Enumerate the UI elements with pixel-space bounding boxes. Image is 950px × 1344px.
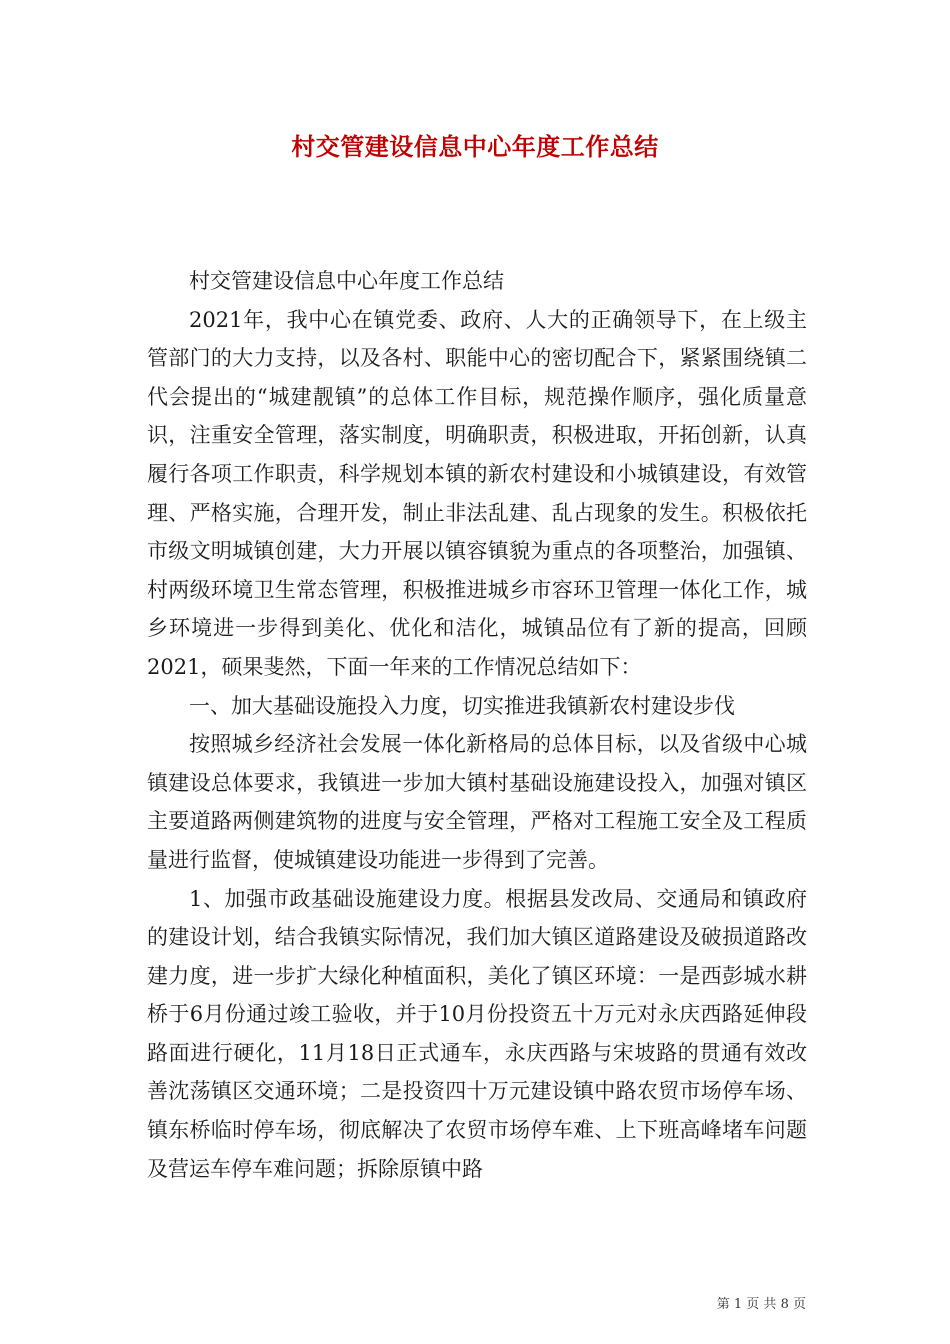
- section-1-paragraph: 按照城乡经济社会发展一体化新格局的总体目标，以及省级中心城镇建设总体要求，我镇进一步加大镇村基础设施建设投入，加强对镇区主要道路两侧建筑物的进度与安全管理，严格对工程施工安全及工程质量进行监督，使城镇建设功能进一步得到了完善。: [147, 732, 807, 872]
- page-number: [717, 1293, 806, 1312]
- page-label-prefix: 第: [716, 1297, 730, 1312]
- body-heading: 村交管建设信息中心年度工作总结: [189, 269, 504, 293]
- page-label-suffix: 页: [792, 1297, 806, 1312]
- document-body: [147, 262, 807, 1188]
- page-title: 村交管建设信息中心年度工作总结: [291, 132, 659, 161]
- current-page: 1: [733, 1297, 743, 1312]
- intro-paragraph: 2021年，我中心在镇党委、政府、人大的正确领导下，在上级主管部门的大力支持，以及各村、职能中心的密切配合下，紧紧围绕镇二代会提出的“城建靓镇”的总体工作目标，规范操作顺序，强化质量意识，注重安全管理，落实制度，明确职责，积极进取，开拓创新，认真履行各项工作职责，科学规划本镇的新农村建设和小城镇建设，有效管理、严格实施，合理开发，制止非法乱建、乱占现象的发生。积极依托市级文明城镇创建，大力开展以镇容镇貌为重点的各项整治，加强镇、村两级环境卫生常态管理，积极推进城乡市容环卫管理一体化工作，城乡环境进一步得到美化、优化和洁化，城镇品位有了新的提高，回顾2021，硕果斐然，下面一年来的工作情况总结如下：: [147, 307, 807, 679]
- item-1-paragraph: 1、加强市政基础设施建设力度。根据县发改局、交通局和镇政府的建设计划，结合我镇实际情况，我们加大镇区道路建设及破损道路改建力度，进一步扩大绿化种植面积，美化了镇区环境：一是西彭城水耕桥于6月份通过竣工验收，并于10月份投资五十万元对永庆西路延伸段路面进行硬化，11月18日正式通车，永庆西路与宋坡路的贯通有效改善沈荡镇区交通环境；二是投资四十万元建设镇中路农贸市场停车场、镇东桥临时停车场，彻底解决了农贸市场停车难、上下班高峰堵车问题及营运车停车难问题；拆除原镇中路: [147, 886, 807, 1181]
- page-label-middle: 页 共: [746, 1297, 777, 1312]
- section-heading-1: 一、加大基础设施投入力度，切实推进我镇新农村建设步伐: [189, 693, 735, 718]
- total-pages: 8: [780, 1297, 789, 1312]
